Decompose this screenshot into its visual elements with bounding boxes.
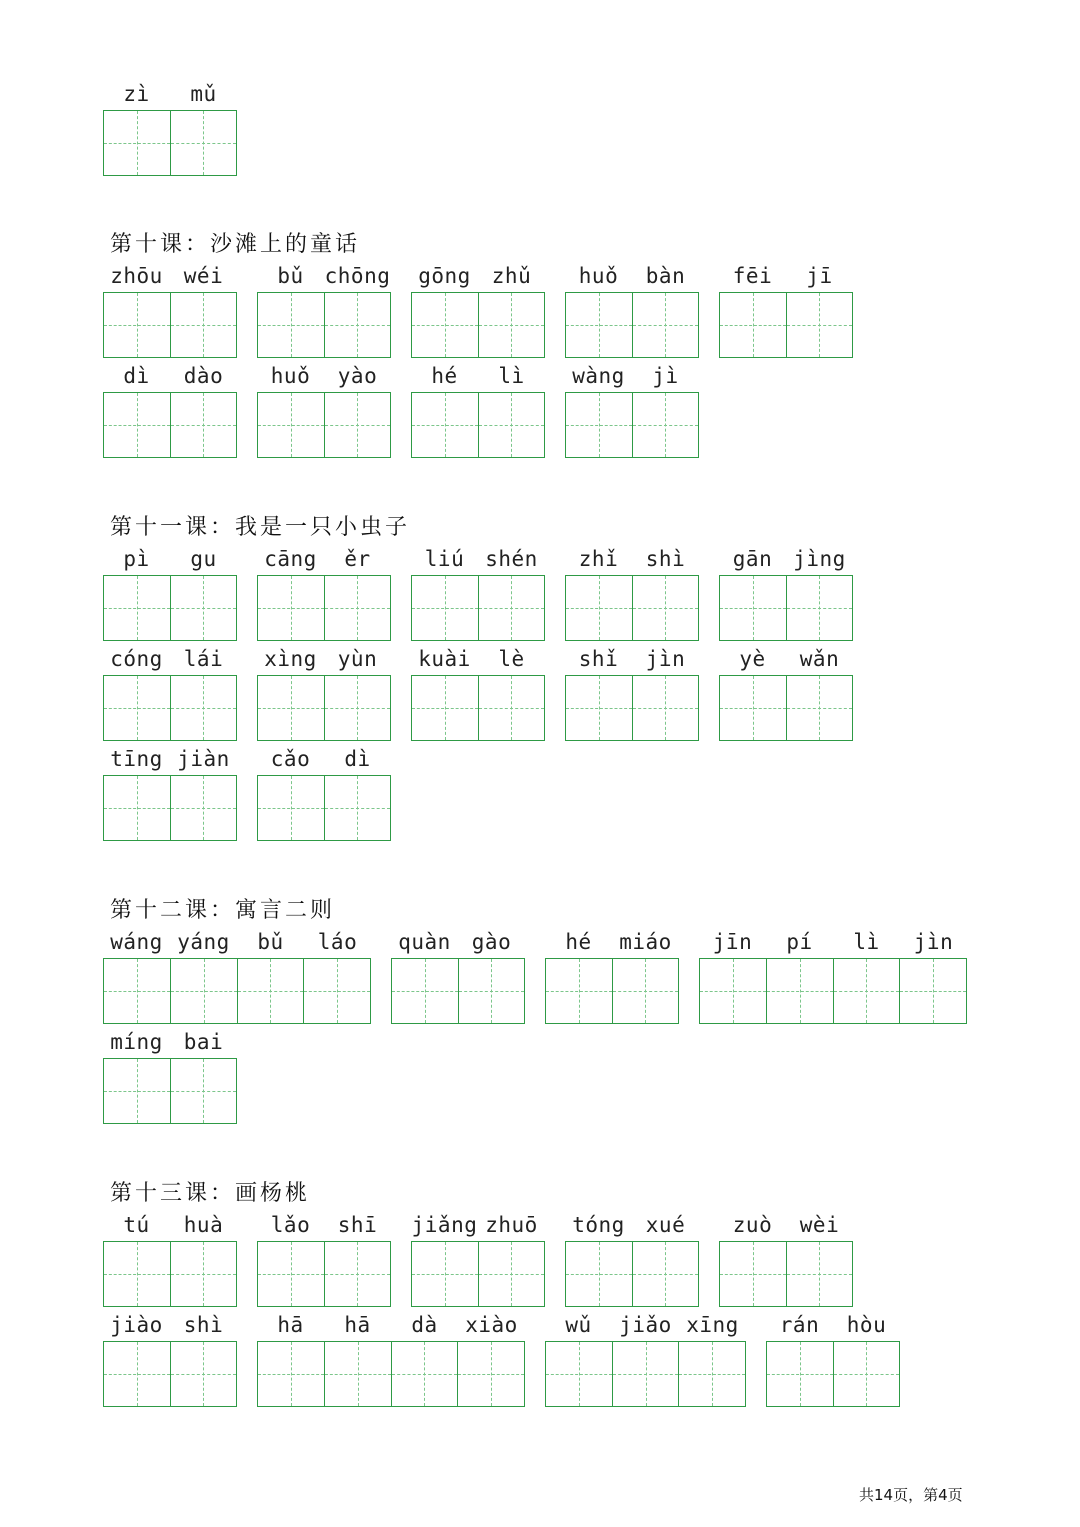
pinyin-label: zhuō [485, 1213, 538, 1237]
tianzi-cell[interactable] [104, 576, 170, 640]
tianzi-cell[interactable] [170, 111, 237, 175]
writing-grid[interactable] [103, 958, 371, 1024]
pinyin-label: huǒ [578, 264, 619, 288]
lesson-title: 第十一课：我是一只小虫子 [110, 515, 411, 540]
pinyin-label: cóng [110, 647, 163, 671]
pinyin-label: jīn [712, 930, 753, 954]
pinyin-label: shén [485, 547, 538, 571]
tianzi-cell[interactable] [104, 676, 170, 740]
pinyin-label: pí [786, 930, 813, 954]
pinyin-label: jì [652, 364, 679, 388]
tianzi-cell[interactable] [258, 1342, 324, 1406]
writing-grid[interactable] [411, 575, 545, 641]
pinyin-label: huà [183, 1213, 224, 1237]
writing-grid[interactable] [565, 675, 699, 741]
tianzi-cell[interactable] [546, 1342, 612, 1406]
pinyin-label: zhǐ [578, 547, 619, 571]
writing-grid[interactable] [103, 1341, 237, 1407]
tianzi-cell[interactable] [170, 676, 237, 740]
tianzi-cell[interactable] [478, 393, 545, 457]
tianzi-cell[interactable] [324, 676, 391, 740]
pinyin-label: dào [183, 364, 224, 388]
writing-grid[interactable] [103, 110, 237, 176]
pinyin-label: jìn [645, 647, 686, 671]
pinyin-label: huǒ [270, 364, 311, 388]
writing-grid[interactable] [257, 1341, 525, 1407]
pinyin-label: zuò [732, 1213, 773, 1237]
tianzi-cell[interactable] [303, 959, 370, 1023]
writing-grid[interactable] [565, 292, 699, 358]
lesson-title: 第十三课：画杨桃 [110, 1181, 311, 1206]
page-footer: 共14页，第4页 [859, 1486, 963, 1504]
tianzi-cell[interactable] [412, 293, 478, 357]
writing-grid[interactable] [565, 1241, 699, 1307]
writing-grid[interactable] [257, 675, 391, 741]
pinyin-label: jiǎng [411, 1213, 478, 1237]
tianzi-cell[interactable] [324, 576, 391, 640]
pinyin-label: shì [645, 547, 686, 571]
tianzi-cell[interactable] [766, 959, 833, 1023]
tianzi-cell[interactable] [104, 1342, 170, 1406]
writing-grid[interactable] [411, 292, 545, 358]
pinyin-label: chōng [324, 264, 391, 288]
tianzi-cell[interactable] [566, 393, 632, 457]
tianzi-cell[interactable] [258, 676, 324, 740]
lesson-title: 第十课：沙滩上的童话 [110, 232, 361, 257]
tianzi-cell[interactable] [786, 293, 853, 357]
pinyin-label: jī [806, 264, 833, 288]
writing-grid[interactable] [545, 958, 679, 1024]
tianzi-cell[interactable] [632, 676, 699, 740]
pinyin-label: ěr [344, 547, 371, 571]
pinyin-label: gu [190, 547, 217, 571]
pinyin-label: xiào [465, 1313, 518, 1337]
writing-grid[interactable] [103, 575, 237, 641]
pinyin-label: wàng [572, 364, 625, 388]
pinyin-label: wáng [110, 930, 163, 954]
pinyin-label: jìng [793, 547, 846, 571]
tianzi-cell[interactable] [566, 293, 632, 357]
pinyin-label: jiàn [177, 747, 230, 771]
writing-grid[interactable] [719, 1241, 853, 1307]
writing-grid[interactable] [766, 1341, 900, 1407]
pinyin-label: bǔ [277, 264, 304, 288]
tianzi-cell[interactable] [720, 293, 786, 357]
pinyin-label: gào [471, 930, 512, 954]
pinyin-label: dì [344, 747, 371, 771]
tianzi-cell[interactable] [478, 293, 545, 357]
pinyin-label: lì [498, 364, 525, 388]
writing-grid[interactable] [565, 575, 699, 641]
tianzi-cell[interactable] [104, 1242, 170, 1306]
tianzi-cell[interactable] [324, 776, 391, 840]
tianzi-cell[interactable] [478, 1242, 545, 1306]
tianzi-cell[interactable] [632, 1242, 699, 1306]
pinyin-label: yè [739, 647, 766, 671]
tianzi-cell[interactable] [720, 1242, 786, 1306]
pinyin-label: tīng [110, 747, 163, 771]
pinyin-label: gān [732, 547, 773, 571]
tianzi-cell[interactable] [170, 576, 237, 640]
writing-grid[interactable] [699, 958, 967, 1024]
pinyin-label: dà [411, 1313, 438, 1337]
pinyin-label: lè [498, 647, 525, 671]
tianzi-cell[interactable] [767, 1342, 833, 1406]
tianzi-cell[interactable] [412, 1242, 478, 1306]
tianzi-cell[interactable] [566, 676, 632, 740]
pinyin-label: zì [123, 82, 150, 106]
pinyin-label: yùn [337, 647, 378, 671]
pinyin-label: bai [183, 1030, 224, 1054]
pinyin-label: bǔ [257, 930, 284, 954]
writing-grid[interactable] [411, 675, 545, 741]
writing-grid[interactable] [103, 1241, 237, 1307]
pinyin-label: xué [645, 1213, 686, 1237]
pinyin-label: wéi [183, 264, 224, 288]
writing-grid[interactable] [257, 292, 391, 358]
pinyin-label: wǔ [565, 1313, 592, 1337]
tianzi-cell[interactable] [458, 959, 525, 1023]
tianzi-cell[interactable] [720, 676, 786, 740]
pinyin-label: rán [779, 1313, 820, 1337]
tianzi-cell[interactable] [104, 959, 170, 1023]
pinyin-label: liú [424, 547, 465, 571]
tianzi-cell[interactable] [612, 1342, 679, 1406]
pinyin-label: lái [183, 647, 224, 671]
writing-grid[interactable] [719, 575, 853, 641]
tianzi-cell[interactable] [104, 776, 170, 840]
tianzi-cell[interactable] [786, 576, 853, 640]
pinyin-label: bàn [645, 264, 686, 288]
writing-grid[interactable] [257, 575, 391, 641]
writing-grid[interactable] [103, 292, 237, 358]
writing-grid[interactable] [257, 775, 391, 841]
tianzi-cell[interactable] [170, 293, 237, 357]
pinyin-label: láo [317, 930, 358, 954]
tianzi-cell[interactable] [833, 959, 900, 1023]
pinyin-label: hé [565, 930, 592, 954]
pinyin-label: shǐ [578, 647, 619, 671]
writing-grid[interactable] [719, 292, 853, 358]
tianzi-cell[interactable] [632, 393, 699, 457]
tianzi-cell[interactable] [104, 1059, 170, 1123]
tianzi-cell[interactable] [700, 959, 766, 1023]
pinyin-label: míng [110, 1030, 163, 1054]
tianzi-cell[interactable] [258, 393, 324, 457]
writing-grid[interactable] [565, 392, 699, 458]
tianzi-cell[interactable] [324, 1242, 391, 1306]
tianzi-cell[interactable] [170, 1342, 237, 1406]
pinyin-label: jiào [110, 1313, 163, 1337]
writing-grid[interactable] [391, 958, 525, 1024]
tianzi-cell[interactable] [412, 576, 478, 640]
tianzi-cell[interactable] [258, 293, 324, 357]
writing-grid[interactable] [103, 1058, 237, 1124]
pinyin-label: miáo [619, 930, 672, 954]
writing-grid[interactable] [257, 1241, 391, 1307]
tianzi-cell[interactable] [457, 1342, 524, 1406]
pinyin-label: hā [277, 1313, 304, 1337]
pinyin-label: shì [183, 1313, 224, 1337]
pinyin-label: cāng [264, 547, 317, 571]
writing-grid[interactable] [411, 1241, 545, 1307]
pinyin-label: yáng [177, 930, 230, 954]
pinyin-label: fēi [732, 264, 773, 288]
tianzi-cell[interactable] [412, 676, 478, 740]
pinyin-label: xīng [686, 1313, 739, 1337]
tianzi-cell[interactable] [478, 576, 545, 640]
tianzi-cell[interactable] [170, 1242, 237, 1306]
tianzi-cell[interactable] [786, 676, 853, 740]
tianzi-cell[interactable] [392, 959, 458, 1023]
pinyin-label: lǎo [270, 1213, 311, 1237]
tianzi-cell[interactable] [899, 959, 966, 1023]
tianzi-cell[interactable] [104, 111, 170, 175]
pinyin-label: zhǔ [491, 264, 532, 288]
tianzi-cell[interactable] [104, 393, 170, 457]
pinyin-label: jiǎo [619, 1313, 672, 1337]
pinyin-label: tú [123, 1213, 150, 1237]
tianzi-cell[interactable] [612, 959, 679, 1023]
tianzi-cell[interactable] [258, 776, 324, 840]
pinyin-label: mǔ [190, 82, 217, 106]
tianzi-cell[interactable] [678, 1342, 745, 1406]
tianzi-cell[interactable] [324, 1342, 391, 1406]
pinyin-label: wǎn [799, 647, 840, 671]
lesson-title: 第十二课：寓言二则 [110, 898, 336, 923]
tianzi-cell[interactable] [833, 1342, 900, 1406]
writing-grid[interactable] [103, 392, 237, 458]
writing-grid[interactable] [103, 775, 237, 841]
writing-grid[interactable] [411, 392, 545, 458]
tianzi-cell[interactable] [566, 576, 632, 640]
tianzi-cell[interactable] [237, 959, 304, 1023]
tianzi-cell[interactable] [324, 293, 391, 357]
writing-grid[interactable] [545, 1341, 746, 1407]
tianzi-cell[interactable] [786, 1242, 853, 1306]
tianzi-cell[interactable] [170, 393, 237, 457]
pinyin-label: lì [853, 930, 880, 954]
writing-grid[interactable] [719, 675, 853, 741]
tianzi-cell[interactable] [170, 1059, 237, 1123]
tianzi-cell[interactable] [566, 1242, 632, 1306]
pinyin-label: hā [344, 1313, 371, 1337]
tianzi-cell[interactable] [546, 959, 612, 1023]
pinyin-label: shī [337, 1213, 378, 1237]
pinyin-label: tóng [572, 1213, 625, 1237]
pinyin-label: xìng [264, 647, 317, 671]
pinyin-label: zhōu [110, 264, 163, 288]
pinyin-label: wèi [799, 1213, 840, 1237]
tianzi-cell[interactable] [391, 1342, 458, 1406]
tianzi-cell[interactable] [170, 776, 237, 840]
tianzi-cell[interactable] [632, 293, 699, 357]
pinyin-label: kuài [418, 647, 471, 671]
tianzi-cell[interactable] [478, 676, 545, 740]
pinyin-label: pì [123, 547, 150, 571]
pinyin-label: jìn [913, 930, 954, 954]
tianzi-cell[interactable] [324, 393, 391, 457]
pinyin-label: hé [431, 364, 458, 388]
tianzi-cell[interactable] [632, 576, 699, 640]
pinyin-label: yào [337, 364, 378, 388]
tianzi-cell[interactable] [258, 576, 324, 640]
pinyin-label: gōng [418, 264, 471, 288]
pinyin-label: hòu [846, 1313, 887, 1337]
tianzi-cell[interactable] [720, 576, 786, 640]
pinyin-label: dì [123, 364, 150, 388]
pinyin-label: cǎo [270, 747, 311, 771]
writing-grid[interactable] [257, 392, 391, 458]
tianzi-cell[interactable] [104, 293, 170, 357]
writing-grid[interactable] [103, 675, 237, 741]
tianzi-cell[interactable] [170, 959, 237, 1023]
tianzi-cell[interactable] [412, 393, 478, 457]
pinyin-label: quàn [398, 930, 451, 954]
tianzi-cell[interactable] [258, 1242, 324, 1306]
